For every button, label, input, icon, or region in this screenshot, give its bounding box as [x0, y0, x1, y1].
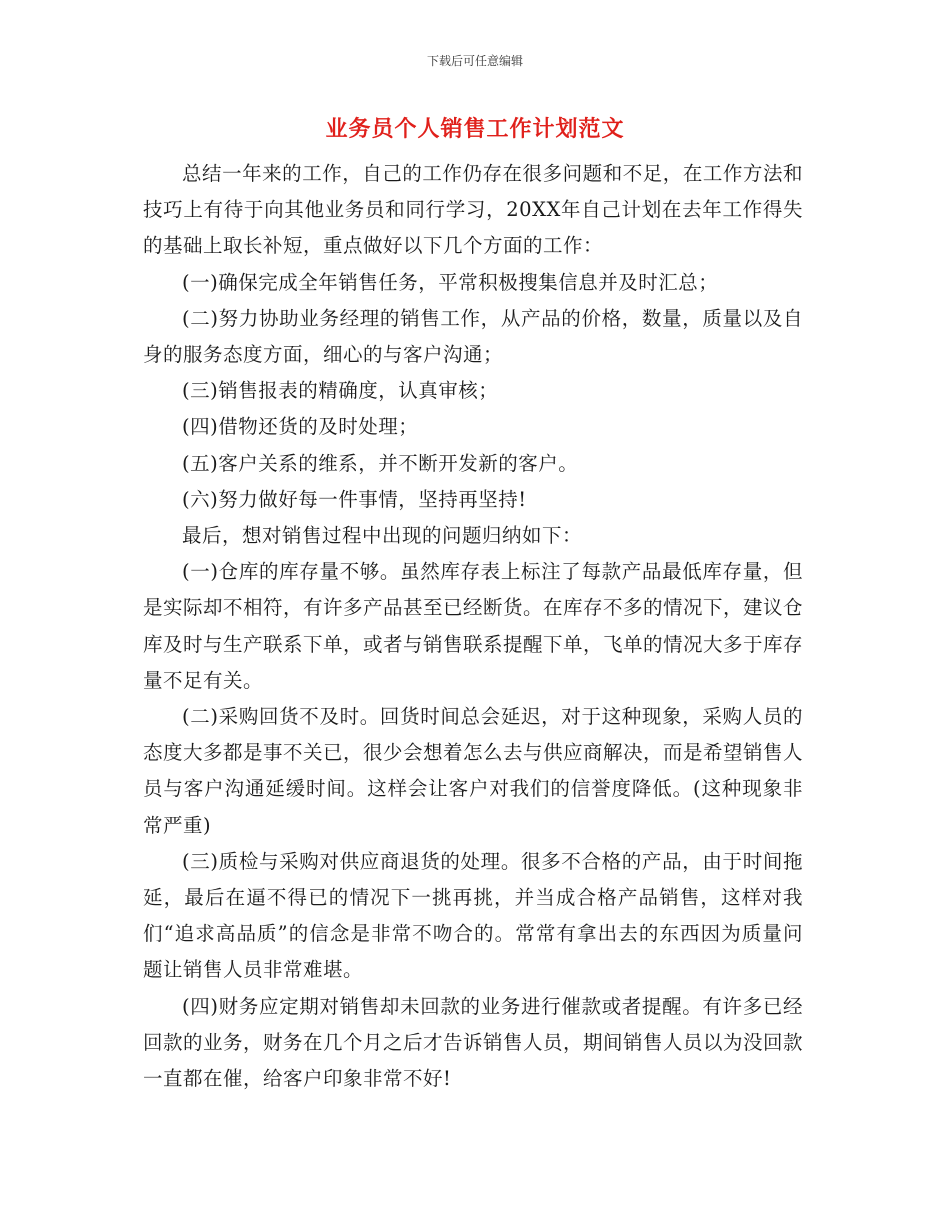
paragraph: 最后，想对销售过程中出现的问题归纳如下：: [182, 524, 583, 548]
paragraph: (三)销售报表的精确度，认真审核；: [182, 379, 499, 403]
paragraph: (一)确保完成全年销售任务，平常积极搜集信息并及时汇总；: [182, 270, 719, 294]
paragraph: 总结一年来的工作，自己的工作仍存在很多问题和不足，在工作方法和技巧上有待于向其他业务员和同行学习，20XX年自己计划在去年工作得失的基础上取长补短，重点做好以下几个方面的工作：: [143, 162, 803, 258]
paragraph: (二)努力协助业务经理的销售工作，从产品的价格，数量，质量以及自身的服务态度方面，细心的与客户沟通；: [143, 306, 803, 367]
paragraph: (四)财务应定期对销售却未回款的业务进行催款或者提醒。有许多已经回款的业务，财务在几个月之后才告诉销售人员，期间销售人员以为没回款一直都在催，给客户印象非常不好!: [143, 994, 804, 1091]
paragraph: (四)借物还货的及时处理；: [182, 415, 419, 439]
paragraph: (二)采购回货不及时。回货时间总会延迟，对于这种现象，采购人员的态度大多都是事不关已，很少会想着怎么去与供应商解决，而是希望销售人员与客户沟通延缓时间。这样会让客户对我们的信誉度降低。(这种现象非常严重): [143, 705, 804, 837]
document-title: 业务员个人销售工作计划范文: [325, 116, 625, 142]
paragraph: (五)客户关系的维系，并不断开发新的客户。: [182, 451, 579, 475]
paragraph: (六)努力做好每一件事情，坚持再坚持!: [182, 487, 527, 511]
document-body: [143, 156, 803, 1097]
paragraph: (三)质检与采购对供应商退货的处理。很多不合格的产品，由于时间拖延，最后在逼不得已的情况下一挑再挑，并当成合格产品销售，这样对我们“追求高品质”的信念是非常不吻合的。常常有拿出去的东西因为质量问题让销售人员非常难堪。: [143, 849, 803, 982]
paragraph: (一)仓库的库存量不够。虽然库存表上标注了每款产品最低库存量，但是实际却不相符，有许多产品甚至已经断货。在库存不多的情况下，建议仓库及时与生产联系下单，或者与销售联系提醒下单，飞单的情况大多于库存量不足有关。: [143, 560, 804, 692]
header-note: 下载后可任意编辑: [426, 54, 523, 68]
